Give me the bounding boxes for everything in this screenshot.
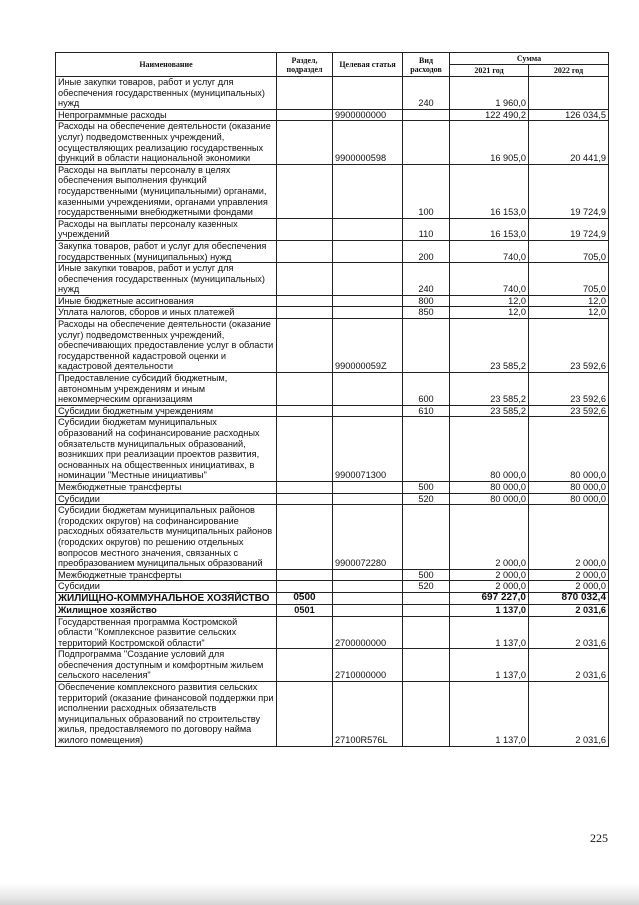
row-section <box>277 581 333 593</box>
row-section: 0501 <box>277 604 333 616</box>
row-name: Субсидии бюджетам муниципальных образований на софинансирование расходных обязательств муниципальных образований, возникших при реализации проектов развития, основанных на общественных инициативах, в номинации "Местные инициативы" <box>56 417 277 482</box>
table-row <box>56 581 609 593</box>
row-amount-2021: 122 490,2 <box>450 109 529 121</box>
row-section <box>277 240 333 262</box>
row-section <box>277 405 333 417</box>
table-row <box>56 109 609 121</box>
row-section <box>277 569 333 581</box>
table-row <box>56 218 609 240</box>
row-name: Иные закупки товаров, работ и услуг для обеспечения государственных (муниципальных) нужд <box>56 263 277 296</box>
row-amount-2021: 1 960,0 <box>450 77 529 110</box>
row-kind <box>403 682 450 747</box>
table-row <box>56 164 609 218</box>
row-target <box>333 240 403 262</box>
row-amount-2021: 16 905,0 <box>450 121 529 164</box>
row-name: Жилищное хозяйство <box>56 604 277 616</box>
row-target <box>333 405 403 417</box>
row-amount-2021: 23 585,2 <box>450 319 529 373</box>
row-target: 9900000598 <box>333 121 403 164</box>
row-kind <box>403 121 450 164</box>
row-kind: 240 <box>403 77 450 110</box>
row-amount-2022: 80 000,0 <box>529 417 609 482</box>
row-amount-2022 <box>529 77 609 110</box>
row-amount-2022: 2 031,6 <box>529 616 609 649</box>
row-amount-2022: 12,0 <box>529 307 609 319</box>
row-name: Подпрограмма "Создание условий для обеспечения доступным и комфортным жильем сельского населения" <box>56 649 277 682</box>
row-amount-2021: 80 000,0 <box>450 417 529 482</box>
table-row <box>56 493 609 505</box>
row-kind <box>403 109 450 121</box>
row-section <box>277 109 333 121</box>
header-name: Наименование <box>56 53 277 77</box>
row-amount-2021: 1 137,0 <box>450 682 529 747</box>
row-kind: 610 <box>403 405 450 417</box>
row-name: Субсидии бюджетным учреждениям <box>56 405 277 417</box>
row-name: Расходы на обеспечение деятельности (оказание услуг) подведомственных учреждений, обеспечивающих предоставление услуг в области государственной кадастровой оценки и кадастровой деятельности <box>56 319 277 373</box>
row-target: 2710000000 <box>333 649 403 682</box>
row-name: Межбюджетные трансферты <box>56 481 277 493</box>
row-target <box>333 493 403 505</box>
row-amount-2022: 870 032,4 <box>529 592 609 604</box>
row-target <box>333 581 403 593</box>
row-amount-2021: 740,0 <box>450 240 529 262</box>
row-section <box>277 77 333 110</box>
row-kind: 850 <box>403 307 450 319</box>
header-sum: Сумма <box>450 53 609 65</box>
budget-table <box>55 52 609 747</box>
table-row <box>56 481 609 493</box>
row-section <box>277 373 333 406</box>
row-target <box>333 164 403 218</box>
row-name: Уплата налогов, сборов и иных платежей <box>56 307 277 319</box>
row-amount-2022: 2 000,0 <box>529 569 609 581</box>
table-row <box>56 121 609 164</box>
table-row <box>56 405 609 417</box>
row-amount-2022: 705,0 <box>529 240 609 262</box>
row-kind: 520 <box>403 581 450 593</box>
row-kind <box>403 319 450 373</box>
row-target: 9900071300 <box>333 417 403 482</box>
row-kind: 110 <box>403 218 450 240</box>
row-amount-2022: 19 724,9 <box>529 164 609 218</box>
row-target: 990000059Z <box>333 319 403 373</box>
row-name: Обеспечение комплексного развития сельских территорий (оказание финансовой поддержки при исполнении расходных обязательств муниципальных образований по строительству жилья, предоставляемого по договору найма жилого помещения) <box>56 682 277 747</box>
row-amount-2022: 2 031,6 <box>529 604 609 616</box>
row-target <box>333 373 403 406</box>
table-row <box>56 319 609 373</box>
row-section <box>277 218 333 240</box>
row-name: Субсидии <box>56 493 277 505</box>
row-section <box>277 121 333 164</box>
header-target: Целевая статья <box>333 53 403 77</box>
header-kind: Вид расходов <box>403 53 450 77</box>
table-row <box>56 77 609 110</box>
page-number: 225 <box>590 831 608 845</box>
row-name: Субсидии <box>56 581 277 593</box>
table-row <box>56 505 609 570</box>
row-name: Непрограммные расходы <box>56 109 277 121</box>
row-kind <box>403 417 450 482</box>
row-target <box>333 263 403 296</box>
row-section <box>277 493 333 505</box>
table-body <box>56 77 609 747</box>
row-amount-2022: 2 000,0 <box>529 581 609 593</box>
row-section <box>277 682 333 747</box>
row-amount-2022: 80 000,0 <box>529 493 609 505</box>
row-name: Межбюджетные трансферты <box>56 569 277 581</box>
row-target <box>333 569 403 581</box>
row-section: 0500 <box>277 592 333 604</box>
table-header <box>56 53 609 77</box>
row-target <box>333 77 403 110</box>
row-amount-2021: 2 000,0 <box>450 505 529 570</box>
row-kind: 500 <box>403 481 450 493</box>
row-section <box>277 164 333 218</box>
scan-edge <box>0 883 639 905</box>
row-section <box>277 505 333 570</box>
table-row <box>56 592 609 604</box>
row-target: 2700000000 <box>333 616 403 649</box>
row-amount-2022: 20 441,9 <box>529 121 609 164</box>
row-target <box>333 307 403 319</box>
table-row <box>56 417 609 482</box>
row-kind <box>403 616 450 649</box>
table-row <box>56 307 609 319</box>
row-section <box>277 649 333 682</box>
row-kind <box>403 649 450 682</box>
row-amount-2021: 697 227,0 <box>450 592 529 604</box>
row-section <box>277 616 333 649</box>
table-row <box>56 616 609 649</box>
row-section <box>277 263 333 296</box>
row-amount-2022: 705,0 <box>529 263 609 296</box>
row-target <box>333 295 403 307</box>
row-kind: 200 <box>403 240 450 262</box>
row-kind: 240 <box>403 263 450 296</box>
table-row <box>56 240 609 262</box>
row-target: 9900000000 <box>333 109 403 121</box>
row-target: 9900072280 <box>333 505 403 570</box>
table-row <box>56 682 609 747</box>
row-kind <box>403 505 450 570</box>
row-target <box>333 592 403 604</box>
table-row <box>56 295 609 307</box>
row-name: ЖИЛИЩНО-КОММУНАЛЬНОЕ ХОЗЯЙСТВО <box>56 592 277 604</box>
row-kind: 100 <box>403 164 450 218</box>
table-row <box>56 569 609 581</box>
row-amount-2021: 16 153,0 <box>450 164 529 218</box>
row-amount-2021: 2 000,0 <box>450 569 529 581</box>
row-section <box>277 295 333 307</box>
row-section <box>277 307 333 319</box>
row-amount-2022: 23 592,6 <box>529 405 609 417</box>
row-kind: 800 <box>403 295 450 307</box>
row-amount-2021: 740,0 <box>450 263 529 296</box>
row-section <box>277 481 333 493</box>
row-name: Субсидии бюджетам муниципальных районов (городских округов) на софинансирование расходных обязательств муниципальных районов (городских округов) по решению отдельных вопросов местного значения, связанных с преобразованием муниципальных образований <box>56 505 277 570</box>
row-name: Предоставление субсидий бюджетным, автономным учреждениям и иным некоммерческим организациям <box>56 373 277 406</box>
row-kind: 600 <box>403 373 450 406</box>
row-name: Закупка товаров, работ и услуг для обеспечения государственных (муниципальных) нужд <box>56 240 277 262</box>
row-amount-2022: 23 592,6 <box>529 319 609 373</box>
row-name: Иные бюджетные ассигнования <box>56 295 277 307</box>
row-name: Расходы на обеспечение деятельности (оказание услуг) подведомственных учреждений, осуществляющих реализацию государственных функций в области национальной экономики <box>56 121 277 164</box>
row-section <box>277 319 333 373</box>
row-amount-2021: 16 153,0 <box>450 218 529 240</box>
row-amount-2021: 1 137,0 <box>450 616 529 649</box>
row-amount-2022: 2 000,0 <box>529 505 609 570</box>
row-amount-2021: 1 137,0 <box>450 604 529 616</box>
row-name: Иные закупки товаров, работ и услуг для обеспечения государственных (муниципальных) нужд <box>56 77 277 110</box>
row-amount-2021: 23 585,2 <box>450 405 529 417</box>
row-name: Расходы на выплаты персоналу казенных учреждений <box>56 218 277 240</box>
row-kind: 520 <box>403 493 450 505</box>
header-section: Раздел, подраздел <box>277 53 333 77</box>
row-amount-2022: 23 592,6 <box>529 373 609 406</box>
row-amount-2022: 80 000,0 <box>529 481 609 493</box>
row-amount-2021: 1 137,0 <box>450 649 529 682</box>
row-amount-2021: 80 000,0 <box>450 481 529 493</box>
row-kind <box>403 604 450 616</box>
row-kind: 500 <box>403 569 450 581</box>
table-row <box>56 373 609 406</box>
header-2022: 2022 год <box>529 65 609 77</box>
row-amount-2022: 126 034,5 <box>529 109 609 121</box>
row-amount-2021: 80 000,0 <box>450 493 529 505</box>
row-section <box>277 417 333 482</box>
row-amount-2022: 12,0 <box>529 295 609 307</box>
row-amount-2022: 2 031,6 <box>529 649 609 682</box>
row-target: 27100R576L <box>333 682 403 747</box>
table-row <box>56 649 609 682</box>
row-amount-2021: 12,0 <box>450 295 529 307</box>
table-row <box>56 263 609 296</box>
row-kind <box>403 592 450 604</box>
row-name: Государственная программа Костромской области "Комплексное развитие сельских территорий Костромской области" <box>56 616 277 649</box>
row-amount-2021: 23 585,2 <box>450 373 529 406</box>
row-target <box>333 481 403 493</box>
row-target <box>333 604 403 616</box>
header-2021: 2021 год <box>450 65 529 77</box>
row-amount-2022: 2 031,6 <box>529 682 609 747</box>
row-amount-2022: 19 724,9 <box>529 218 609 240</box>
table-row <box>56 604 609 616</box>
row-amount-2021: 12,0 <box>450 307 529 319</box>
row-name: Расходы на выплаты персоналу в целях обеспечения выполнения функций государственными (муниципальными) органами, казенными учреждениями, органами управления государственными внебюджетными фондами <box>56 164 277 218</box>
row-target <box>333 218 403 240</box>
row-amount-2021: 2 000,0 <box>450 581 529 593</box>
